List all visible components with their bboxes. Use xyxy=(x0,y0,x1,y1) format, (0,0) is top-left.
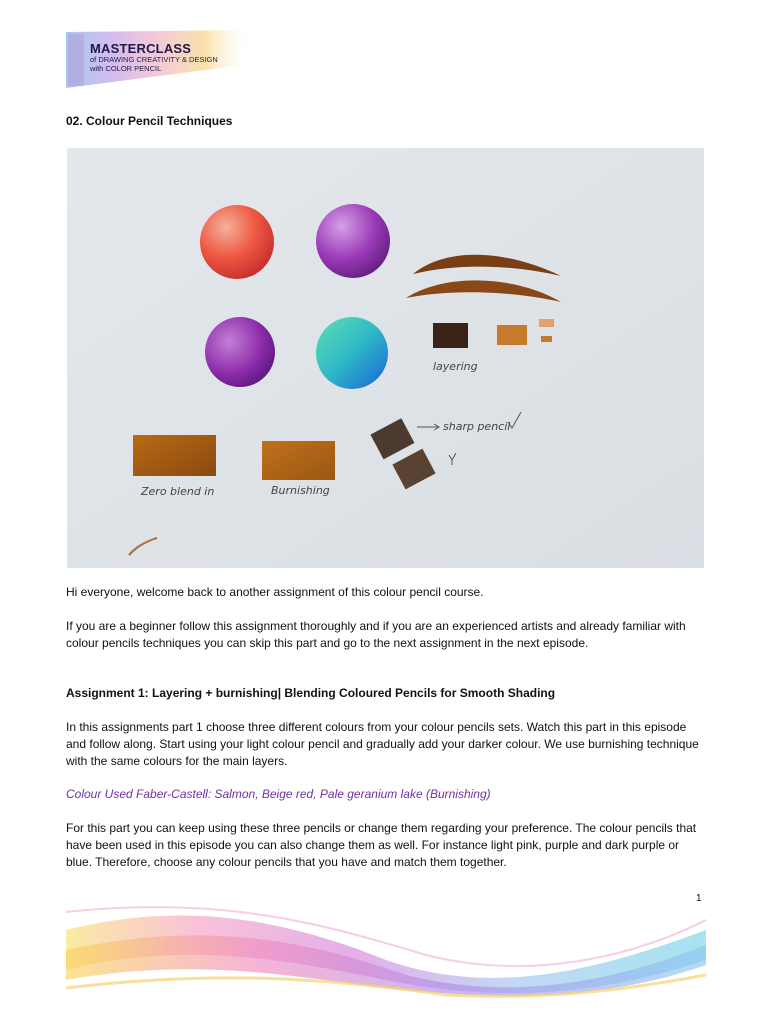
intro-paragraph: Hi everyone, welcome back to another assignment of this colour pencil course. xyxy=(66,585,484,599)
page-title: 02. Colour Pencil Techniques xyxy=(66,114,233,128)
teal-blue-shaded-circle xyxy=(316,317,388,389)
change-pencils-paragraph: For this part you can keep using these three pencils or change them regarding your preference. The colour pencils that have been used in this episode you can also change them as well. For instance light pink, purple and dark purple or blue. Therefore, choose any colour pencils that you have and match them together. xyxy=(66,821,697,869)
beginner-paragraph: If you are a beginner follow this assignment thoroughly and if you are an experienced artists and already familiar with colour pencils techniques you can skip this part and go to the next assignment in the next episode. xyxy=(66,619,686,650)
page-number: 1 xyxy=(696,893,702,904)
purple-shaded-circle xyxy=(316,204,390,278)
logo-subtitle: of DRAWING CREATIVITY & DESIGN xyxy=(90,55,218,64)
decorative-wave-footer xyxy=(66,900,706,1000)
burnishing-swatch xyxy=(262,441,335,480)
instructions-paragraph: In this assignments part 1 choose three different colours from your colour pencils sets. Watch this part in this episode and follow along. Start using your light colour pencil and gradually add your darker colour. We use burnishing technique with the same colours for the main layers. xyxy=(66,720,699,768)
layering-swatch-dark xyxy=(433,323,468,348)
assignment-heading: Assignment 1: Layering + burnishing| Blending Coloured Pencils for Smooth Shading xyxy=(66,686,556,700)
zero-blend-swatch xyxy=(133,435,216,476)
layering-swatch-medium xyxy=(497,325,527,345)
colours-used-note: Colour Used Faber-Castell: Salmon, Beige red, Pale geranium lake (Burnishing) xyxy=(66,787,491,801)
label-sharp-pencil: sharp pencil xyxy=(443,420,511,433)
label-zero-blend: Zero blend in xyxy=(141,485,215,498)
logo-tagline: with COLOR PENCIL xyxy=(90,63,162,73)
label-burnishing: Burnishing xyxy=(271,484,330,497)
label-layering: layering xyxy=(433,360,478,373)
layering-swatch-small xyxy=(541,336,552,342)
logo-title: MASTERCLASS xyxy=(90,41,192,56)
dark-purple-shaded-circle xyxy=(205,317,275,387)
red-shaded-circle xyxy=(200,205,274,279)
technique-photo xyxy=(67,148,704,568)
masterclass-logo xyxy=(66,30,252,90)
layering-swatch-light xyxy=(539,319,554,327)
